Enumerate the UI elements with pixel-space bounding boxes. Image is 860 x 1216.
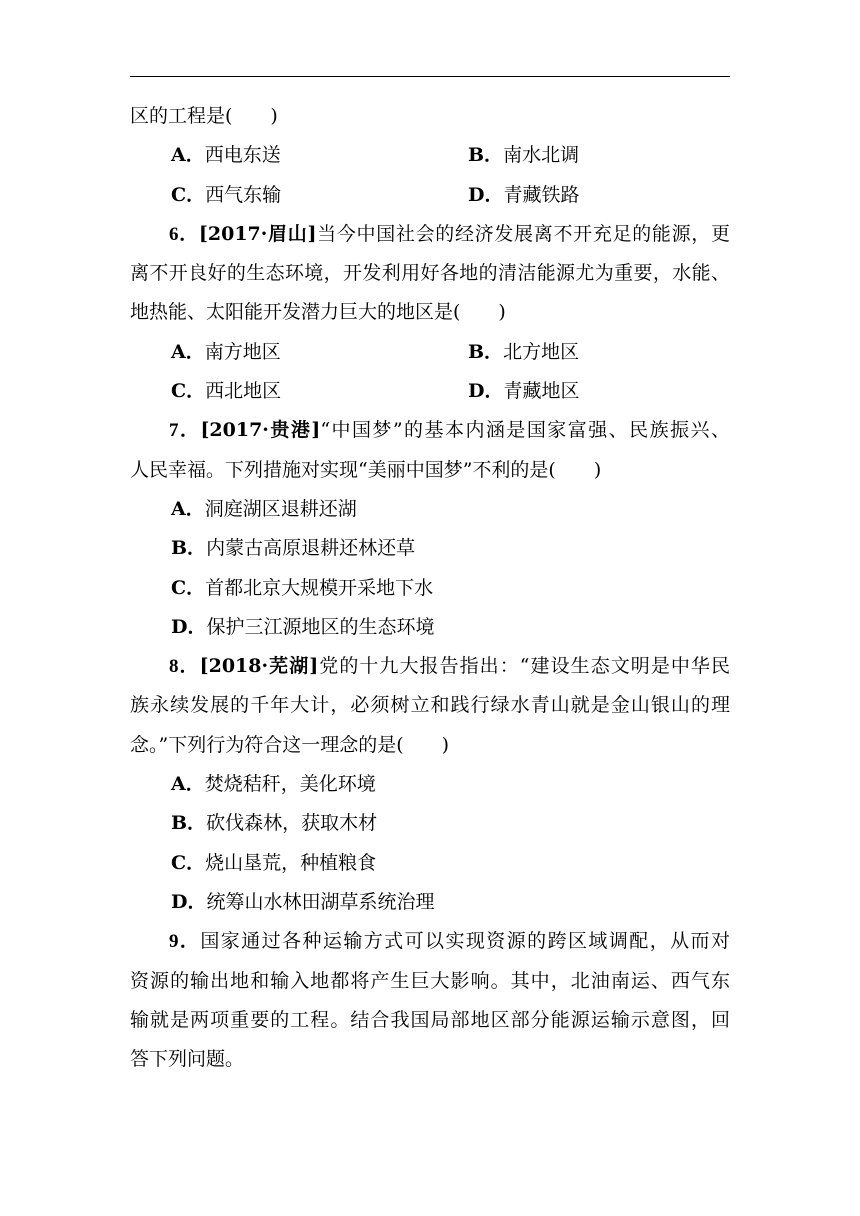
option-row bbox=[130, 176, 730, 215]
q9-stem-line: 资源的输出地和输入地都将产生巨大影响。其中，北油南运、西气东 bbox=[130, 969, 730, 992]
q8-stem-line: 念。”下列行为符合这一理念的是( ) bbox=[130, 733, 450, 756]
option-d[interactable]: D．青藏铁路 bbox=[468, 183, 580, 206]
option-d[interactable]: D．青藏地区 bbox=[468, 380, 580, 403]
question-source: [2017·眉山] bbox=[198, 222, 317, 245]
option-a[interactable]: A．洞庭湖区退耕还湖 bbox=[171, 497, 357, 520]
q6-stem-line: 地热能、太阳能开发潜力巨大的地区是( ) bbox=[130, 301, 506, 324]
option-b[interactable]: B．内蒙古高原退耕还林还草 bbox=[171, 537, 416, 560]
option-a[interactable]: A．焚烧秸秆，美化环境 bbox=[171, 773, 376, 796]
question-source: [2018·芜湖] bbox=[199, 655, 319, 678]
q9-stem-line: 答下列问题。 bbox=[130, 1048, 245, 1071]
q5-stem-end: 区的工程是( ) bbox=[130, 105, 278, 127]
question-number: 7． bbox=[169, 420, 201, 442]
option-a[interactable]: A．南方地区 bbox=[171, 340, 281, 363]
option-c[interactable]: C．烧山垦荒，种植粮食 bbox=[171, 851, 377, 874]
option-row bbox=[130, 136, 730, 175]
option-b[interactable]: B．砍伐森林，获取木材 bbox=[171, 812, 378, 835]
option-d[interactable]: D．保护三江源地区的生态环境 bbox=[171, 615, 435, 638]
option-b[interactable]: B．北方地区 bbox=[468, 340, 580, 363]
q7-stem-line: 人民幸福。下列措施对实现“美丽中国梦”不利的是( ) bbox=[130, 458, 602, 481]
option-c[interactable]: C．首都北京大规模开采地下水 bbox=[171, 576, 434, 599]
option-row bbox=[130, 372, 730, 411]
option-b[interactable]: B．南水北调 bbox=[468, 144, 580, 167]
q6-stem-line: 离不开良好的生态环境，开发利用好各地的清洁能源尤为重要，水能、 bbox=[130, 262, 730, 285]
question-number: 6． bbox=[169, 223, 199, 245]
question-number: 8． bbox=[169, 656, 200, 678]
option-c[interactable]: C．西气东输 bbox=[171, 183, 282, 206]
question-source: [2017·贵港] bbox=[200, 419, 321, 442]
option-a[interactable]: A．西电东送 bbox=[171, 144, 281, 167]
option-c[interactable]: C．西北地区 bbox=[171, 380, 282, 403]
header-rule bbox=[130, 76, 730, 77]
q8-stem-line: 8．[2018·芜湖]党的十九大报告指出：“建设生态文明是中华民 bbox=[169, 655, 730, 678]
option-row bbox=[130, 333, 730, 372]
q7-stem-line: 7．[2017·贵港]“中国梦”的基本内涵是国家富强、民族振兴、 bbox=[169, 419, 730, 442]
option-d[interactable]: D．统筹山水林田湖草系统治理 bbox=[171, 890, 435, 913]
q8-stem-line: 族永续发展的千年大计，必须树立和践行绿水青山就是金山银山的理 bbox=[130, 694, 730, 717]
question-page bbox=[130, 97, 730, 1079]
q9-stem-line: 输就是两项重要的工程。结合我国局部地区部分能源运输示意图，回 bbox=[130, 1008, 730, 1031]
q9-stem-line: 9．国家通过各种运输方式可以实现资源的跨区域调配，从而对 bbox=[169, 930, 730, 953]
question-number: 9． bbox=[169, 931, 201, 953]
q6-stem-line: 6．[2017·眉山]当今中国社会的经济发展离不开充足的能源，更 bbox=[169, 222, 730, 245]
